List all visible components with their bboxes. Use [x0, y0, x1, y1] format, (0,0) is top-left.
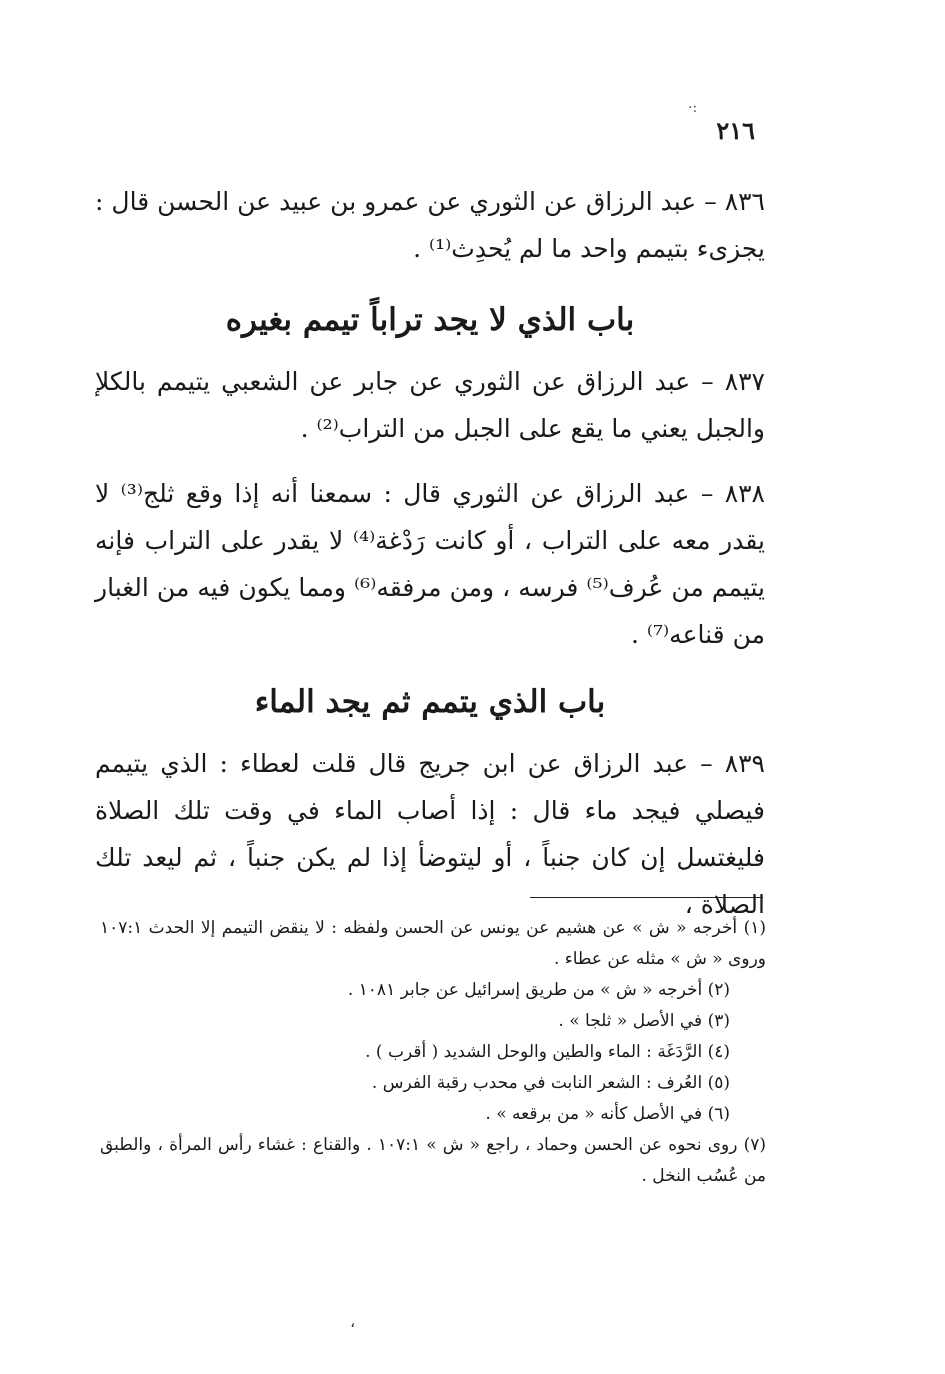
hadith-837: ٨٣٧ – عبد الرزاق عن الثوري عن جابر عن الشعبي يتيمم بالكلإ والجبل يعني ما يقع على الجبل من التراب⁽²⁾ .: [95, 367, 765, 443]
footnote-2: (٢) أخرجه « ش » من طريق إسرائيل عن جابر ١٠٨١ .: [347, 980, 730, 1000]
hadith-838: ٨٣٨ – عبد الرزاق عن الثوري قال : سمعنا أنه إذا وقع ثلج⁽³⁾ لا يقدر معه على التراب ، أو كانت رَدْغة⁽⁴⁾ لا يقدر على التراب فإنه يتيمم من عُرف⁽⁵⁾ فرسه ، ومن مرفقه⁽⁶⁾ ومما يكون فيه من الغبار من قناعه⁽⁷⁾ .: [95, 479, 765, 649]
chapter-heading-1: باب الذي لا يجد تراباً تيمم بغيره: [225, 302, 635, 338]
hadith-836: ٨٣٦ – عبد الرزاق عن الثوري عن عمرو بن عبيد عن الحسن قال : يجزىء بتيمم واحد ما لم يُحدِث⁽¹⁾ .: [95, 187, 765, 263]
footnote-1: (١) أخرجه « ش » عن هشيم عن يونس عن الحسن ولفظه : لا ينقض التيمم إلا الحدث ١٠٧:١ وروى « ش » مثله عن عطاء .: [100, 918, 766, 969]
footnote-7: (٧) روى نحوه عن الحسن وحماد ، راجع « ش » ١٠٧:١ . والقناع : غشاء رأس المرأة ، والطبق من عُسُب النخل .: [100, 1135, 766, 1186]
footnote-6: (٦) في الأصل كأنه « من برقعه » .: [485, 1104, 730, 1124]
chapter-heading-2: باب الذي يتمم ثم يجد الماء: [254, 684, 606, 720]
page-number: ٢١٦: [716, 116, 755, 145]
footnote-separator: [530, 897, 763, 898]
bottom-mark: ،: [350, 1312, 356, 1331]
margin-dots: ·:: [688, 100, 698, 116]
footnote-5: (٥) العُرف : الشعر النابت في محدب رقبة الفرس .: [371, 1073, 730, 1093]
footnote-4: (٤) الرَّدَغَة : الماء والطين والوحل الشديد ( أقرب ) .: [365, 1042, 730, 1062]
hadith-839: ٨٣٩ – عبد الرزاق عن ابن جريج قال قلت لعطاء : الذي يتيمم فيصلي فيجد ماء قال : إذا أصاب الماء في وقت تلك الصلاة فليغتسل إن كان جنباً ، أو ليتوضأ إذا لم يكن جنباً ، ثم ليعد تلك الصلاة ،: [95, 749, 765, 919]
footnotes-list: [100, 913, 766, 1192]
footnote-3: (٣) في الأصل « ثلجا » .: [558, 1011, 730, 1031]
